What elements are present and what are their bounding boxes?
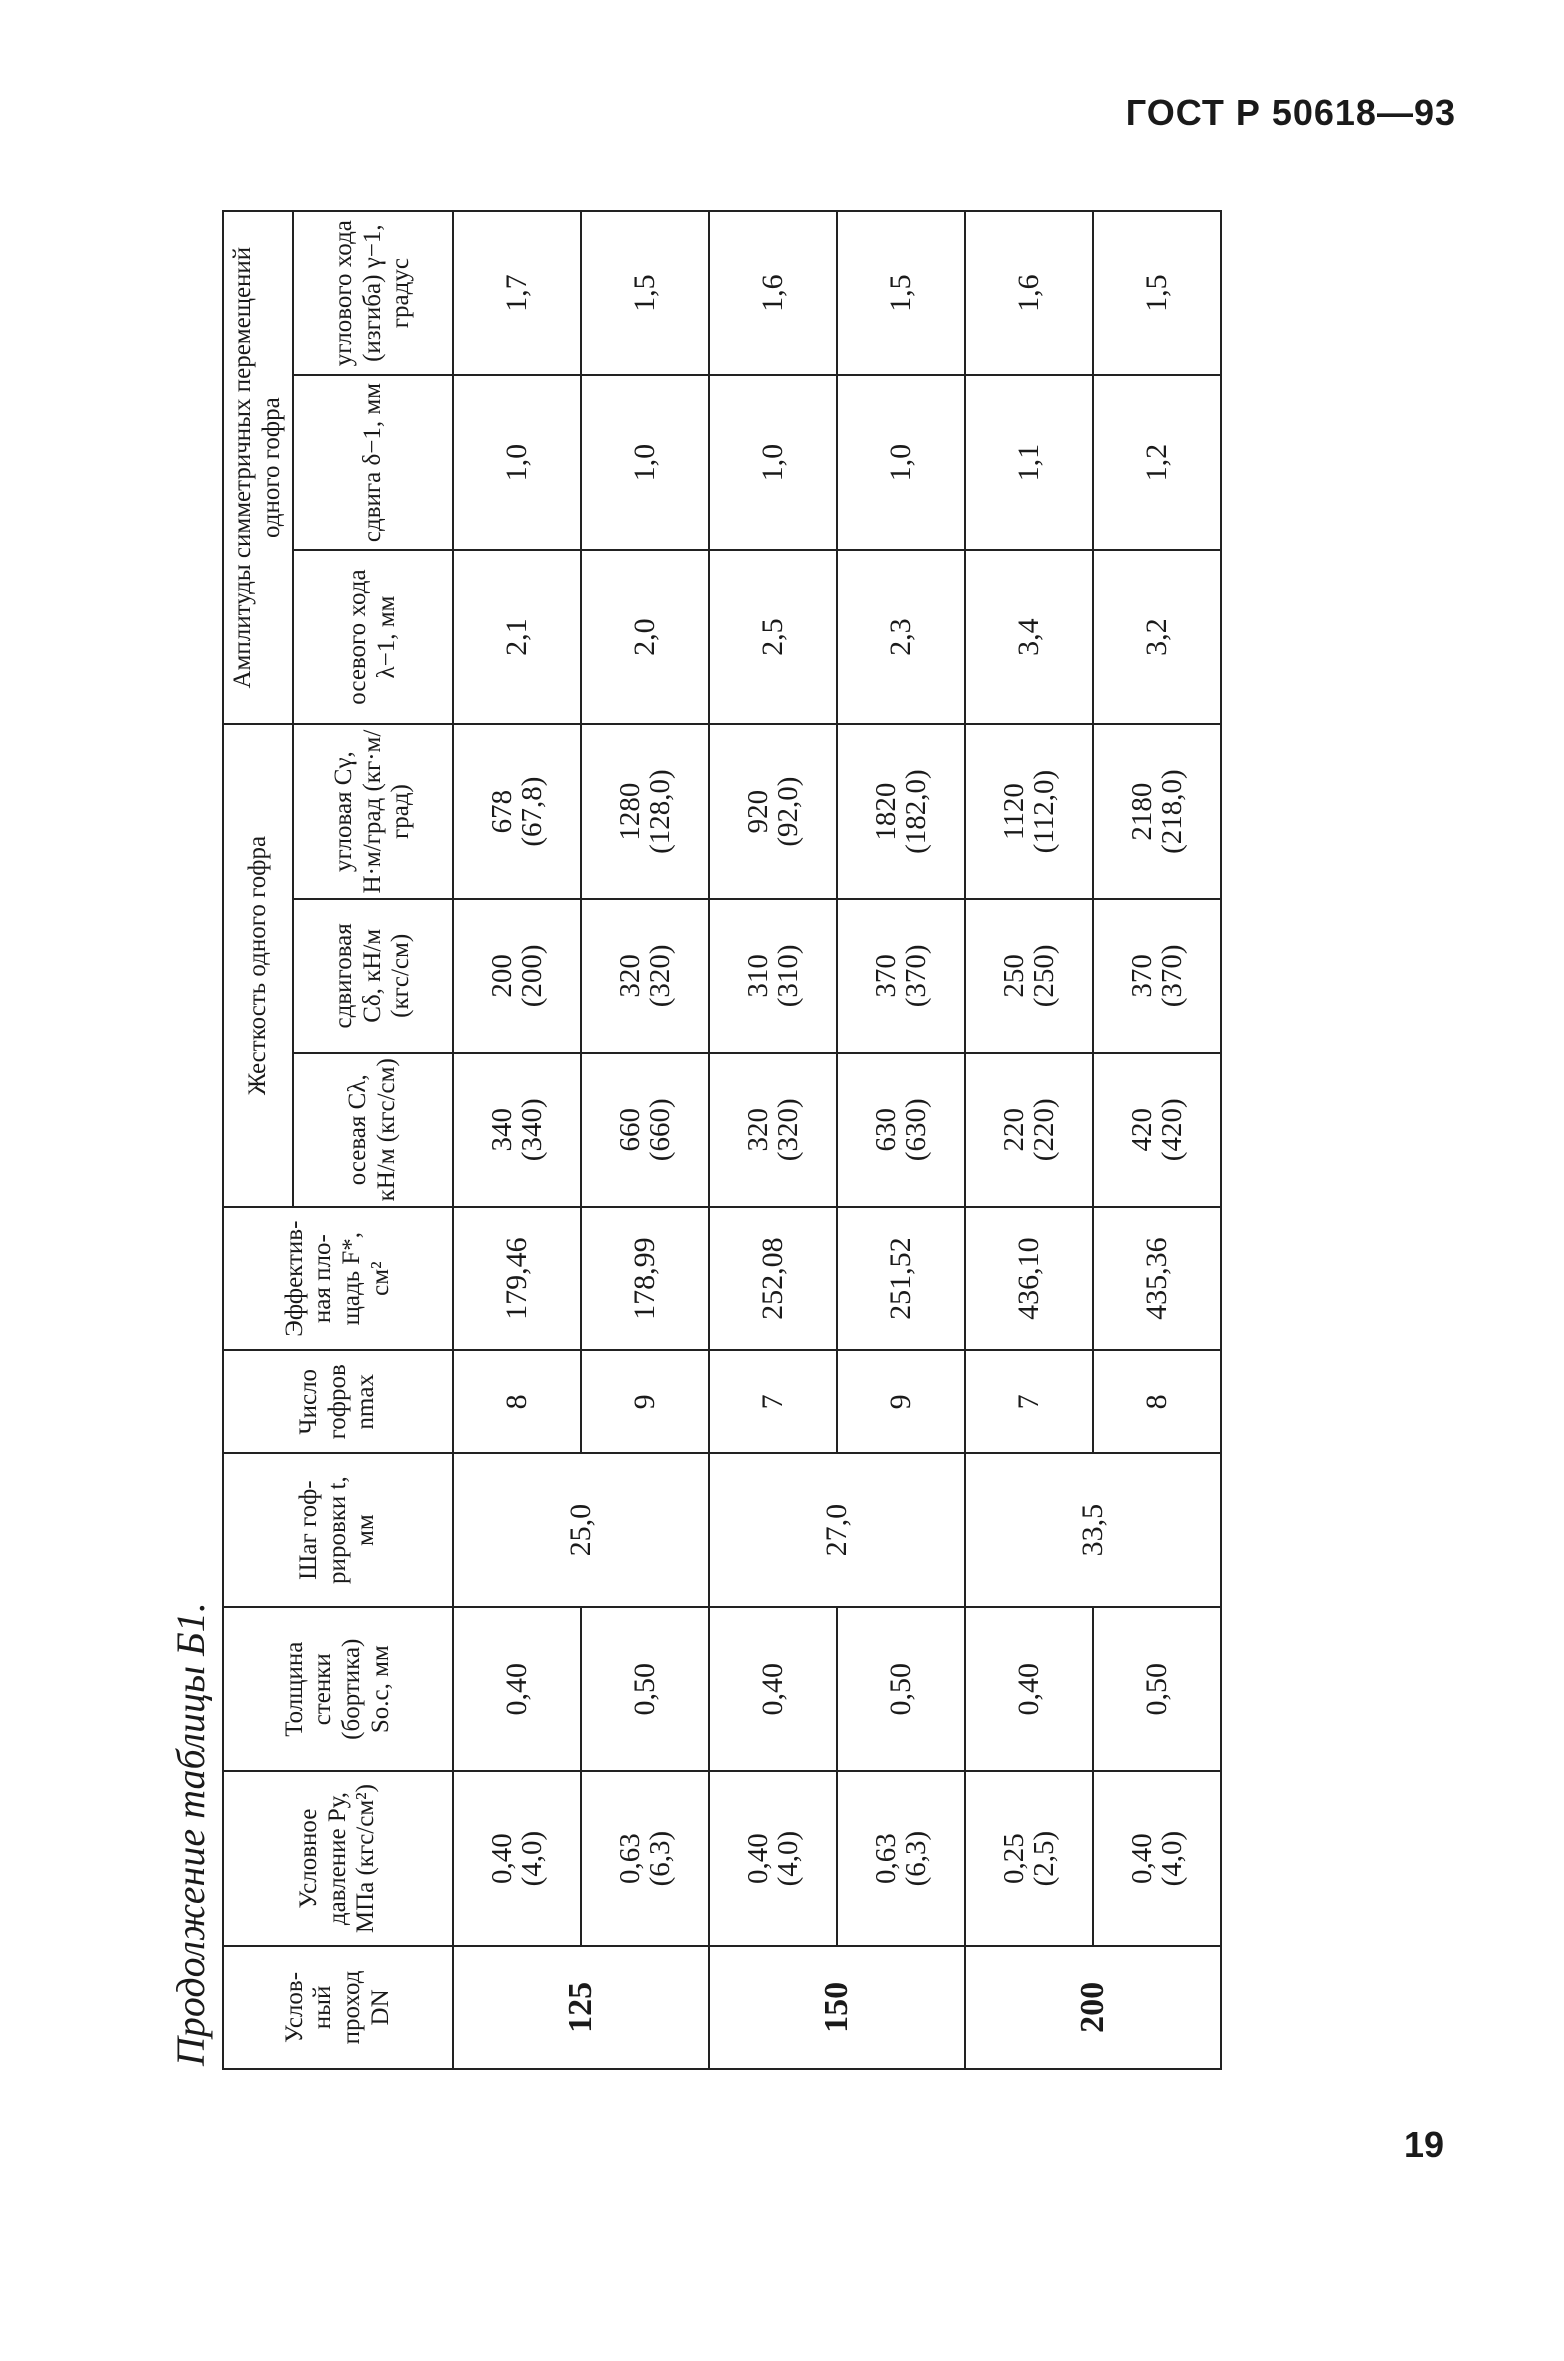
cell-axial-stiffness-si: 220 [997,1108,1030,1152]
cell-axial-stiffness-kgf: (220) [1028,1098,1060,1162]
cell-pressure [837,1771,965,1946]
cell-pressure [1093,1771,1221,1946]
cell-shear-amplitude: 1,0 [453,375,581,550]
col-axial-amplitude-header: осевого хода λ−1, мм [293,550,453,725]
cell-shear-stiffness-kgf: (370) [900,944,932,1008]
cell-angular-stiffness-kgf: (182,0) [900,769,932,854]
cell-axial-stiffness-kgf: (340) [516,1098,548,1162]
cell-shear-stiffness [1093,899,1221,1053]
cell-angular-amplitude: 1,7 [453,211,581,375]
cell-corrugations: 8 [1093,1350,1221,1453]
cell-axial-amplitude: 2,1 [453,550,581,725]
cell-axial-amplitude: 2,5 [709,550,837,725]
cell-angular-amplitude: 1,5 [1093,211,1221,375]
cell-axial-stiffness-si: 320 [741,1108,774,1152]
cell-axial-stiffness-si: 660 [613,1108,646,1152]
cell-shear-stiffness-si: 200 [485,954,518,998]
cell-angular-amplitude: 1,5 [837,211,965,375]
group-amplitudes-header: Амплитуды симметричных перемещений одного гофра [223,211,293,724]
col-pressure-header: Условное давление Pу, МПа (кгс/см²) [223,1771,453,1946]
table-row [709,211,837,2069]
cell-axial-amplitude: 2,3 [837,550,965,725]
cell-thickness: 0,50 [581,1607,709,1771]
table-row [1093,211,1221,2069]
cell-area: 251,52 [837,1207,965,1351]
cell-shear-stiffness-si: 310 [741,954,774,998]
table-row [453,211,581,2069]
table-header [223,211,453,2069]
cell-area: 435,36 [1093,1207,1221,1351]
cell-shear-stiffness-si: 370 [869,954,902,998]
cell-shear-stiffness [837,899,965,1053]
cell-corrugations: 8 [453,1350,581,1453]
cell-shear-stiffness [581,899,709,1053]
rotated-table-block [160,210,1440,2070]
cell-shear-stiffness-si: 320 [613,954,646,998]
group-stiffness-header: Жесткость одного гофра [223,724,293,1206]
cell-pressure-kgf: (2,5) [1028,1830,1060,1887]
cell-angular-stiffness-si: 2180 [1125,782,1158,841]
cell-shear-stiffness-si: 250 [997,954,1030,998]
cell-angular-stiffness-si: 1280 [613,782,646,841]
cell-shear-stiffness-si: 370 [1125,954,1158,998]
cell-axial-amplitude: 3,4 [965,550,1093,725]
cell-axial-amplitude: 3,2 [1093,550,1221,725]
cell-angular-stiffness-kgf: (92,0) [772,776,804,847]
cell-area: 436,10 [965,1207,1093,1351]
cell-axial-stiffness-si: 340 [485,1108,518,1152]
cell-angular-stiffness [581,724,709,899]
cell-pressure-kgf: (4,0) [516,1830,548,1887]
cell-angular-stiffness-kgf: (128,0) [644,769,676,854]
cell-axial-stiffness [453,1053,581,1207]
page-number: 19 [1403,2124,1444,2165]
cell-thickness: 0,50 [837,1607,965,1771]
cell-area: 179,46 [453,1207,581,1351]
cell-pressure [709,1771,837,1946]
bellows-parameters-table [222,210,1222,2070]
cell-shear-amplitude: 1,0 [837,375,965,550]
cell-angular-stiffness-kgf: (112,0) [1028,769,1060,854]
cell-pressure-kgf: (4,0) [1156,1830,1188,1887]
col-angular-amplitude-header: углового хода (изгиба) γ−1, градус [293,211,453,375]
cell-thickness: 0,40 [965,1607,1093,1771]
cell-shear-stiffness-kgf: (310) [772,944,804,1008]
cell-shear-amplitude: 1,2 [1093,375,1221,550]
cell-pressure-kgf: (6,3) [644,1830,676,1887]
col-shear-amplitude-header: сдвига δ−1, мм [293,375,453,550]
table-body [453,211,1221,2069]
cell-angular-stiffness-kgf: (67,8) [516,776,548,847]
table-row [837,211,965,2069]
cell-pressure-kgf: (4,0) [772,1830,804,1887]
cell-corrugations: 9 [837,1350,965,1453]
table-row [581,211,709,2069]
cell-axial-stiffness-kgf: (660) [644,1098,676,1162]
cell-shear-amplitude: 1,1 [965,375,1093,550]
col-axial-stiffness-header: осевая Cλ, кН/м (кгс/см) [293,1053,453,1207]
cell-axial-stiffness [581,1053,709,1207]
cell-shear-stiffness-kgf: (200) [516,944,548,1008]
cell-pressure-si: 0,40 [485,1833,518,1884]
col-pitch-header: Шаг гоф-рировки t, мм [223,1453,453,1607]
cell-angular-stiffness-kgf: (218,0) [1156,769,1188,854]
cell-angular-amplitude: 1,6 [709,211,837,375]
cell-angular-stiffness [453,724,581,899]
cell-shear-stiffness [709,899,837,1053]
cell-angular-stiffness-si: 1820 [869,782,902,841]
cell-area: 252,08 [709,1207,837,1351]
cell-pressure [453,1771,581,1946]
cell-area: 178,99 [581,1207,709,1351]
cell-angular-stiffness [837,724,965,899]
cell-angular-amplitude: 1,6 [965,211,1093,375]
cell-pressure-si: 0,25 [997,1833,1030,1884]
cell-shear-stiffness-kgf: (250) [1028,944,1060,1008]
cell-axial-stiffness-kgf: (630) [900,1098,932,1162]
cell-corrugations: 7 [965,1350,1093,1453]
cell-axial-stiffness [709,1053,837,1207]
col-area-header: Эффектив-ная пло-щадь F*, см² [223,1207,453,1351]
cell-pitch: 25,0 [453,1453,709,1607]
col-dn-header: Услов-ный проход DN [223,1946,453,2069]
cell-axial-stiffness-kgf: (420) [1156,1098,1188,1162]
col-thickness-header: Толщина стенки (бортика) Sо.с, мм [223,1607,453,1771]
col-corrugations-header: Число гофров nmax [223,1350,453,1453]
cell-pressure-si: 0,40 [741,1833,774,1884]
cell-thickness: 0,50 [1093,1607,1221,1771]
cell-shear-stiffness-kgf: (320) [644,944,676,1008]
cell-angular-amplitude: 1,5 [581,211,709,375]
cell-pressure [965,1771,1093,1946]
cell-pressure-si: 0,63 [613,1833,646,1884]
table-row [965,211,1093,2069]
cell-thickness: 0,40 [709,1607,837,1771]
cell-pressure-si: 0,40 [1125,1833,1158,1884]
cell-thickness: 0,40 [453,1607,581,1771]
cell-angular-stiffness [965,724,1093,899]
cell-shear-stiffness [965,899,1093,1053]
cell-angular-stiffness-si: 920 [741,789,774,834]
cell-axial-stiffness [965,1053,1093,1207]
cell-angular-stiffness [1093,724,1221,899]
cell-angular-stiffness-si: 678 [485,789,518,834]
cell-shear-amplitude: 1,0 [581,375,709,550]
cell-pitch: 27,0 [709,1453,965,1607]
document-code: ГОСТ Р 50618—93 [1125,92,1456,133]
cell-axial-stiffness-si: 630 [869,1108,902,1152]
cell-axial-stiffness-si: 420 [1125,1108,1158,1152]
cell-axial-stiffness [1093,1053,1221,1207]
cell-shear-amplitude: 1,0 [709,375,837,550]
cell-pressure-si: 0,63 [869,1833,902,1884]
table-caption: Продолжение таблицы Б1. [168,1602,213,2066]
cell-axial-amplitude: 2,0 [581,550,709,725]
col-shear-stiffness-header: сдвиговая Cδ, кН/м (кгс/см) [293,899,453,1053]
cell-axial-stiffness [837,1053,965,1207]
cell-pressure-kgf: (6,3) [900,1830,932,1887]
cell-angular-stiffness [709,724,837,899]
cell-pitch: 33,5 [965,1453,1221,1607]
cell-shear-stiffness [453,899,581,1053]
cell-angular-stiffness-si: 1120 [997,783,1030,841]
cell-corrugations: 7 [709,1350,837,1453]
cell-corrugations: 9 [581,1350,709,1453]
cell-axial-stiffness-kgf: (320) [772,1098,804,1162]
cell-shear-stiffness-kgf: (370) [1156,944,1188,1008]
col-angular-stiffness-header: угловая Cγ, Н·м/град (кг·м/град) [293,724,453,899]
cell-pressure [581,1771,709,1946]
cell-dn: 150 [709,1946,965,2069]
cell-dn: 200 [965,1946,1221,2069]
cell-dn: 125 [453,1946,709,2069]
